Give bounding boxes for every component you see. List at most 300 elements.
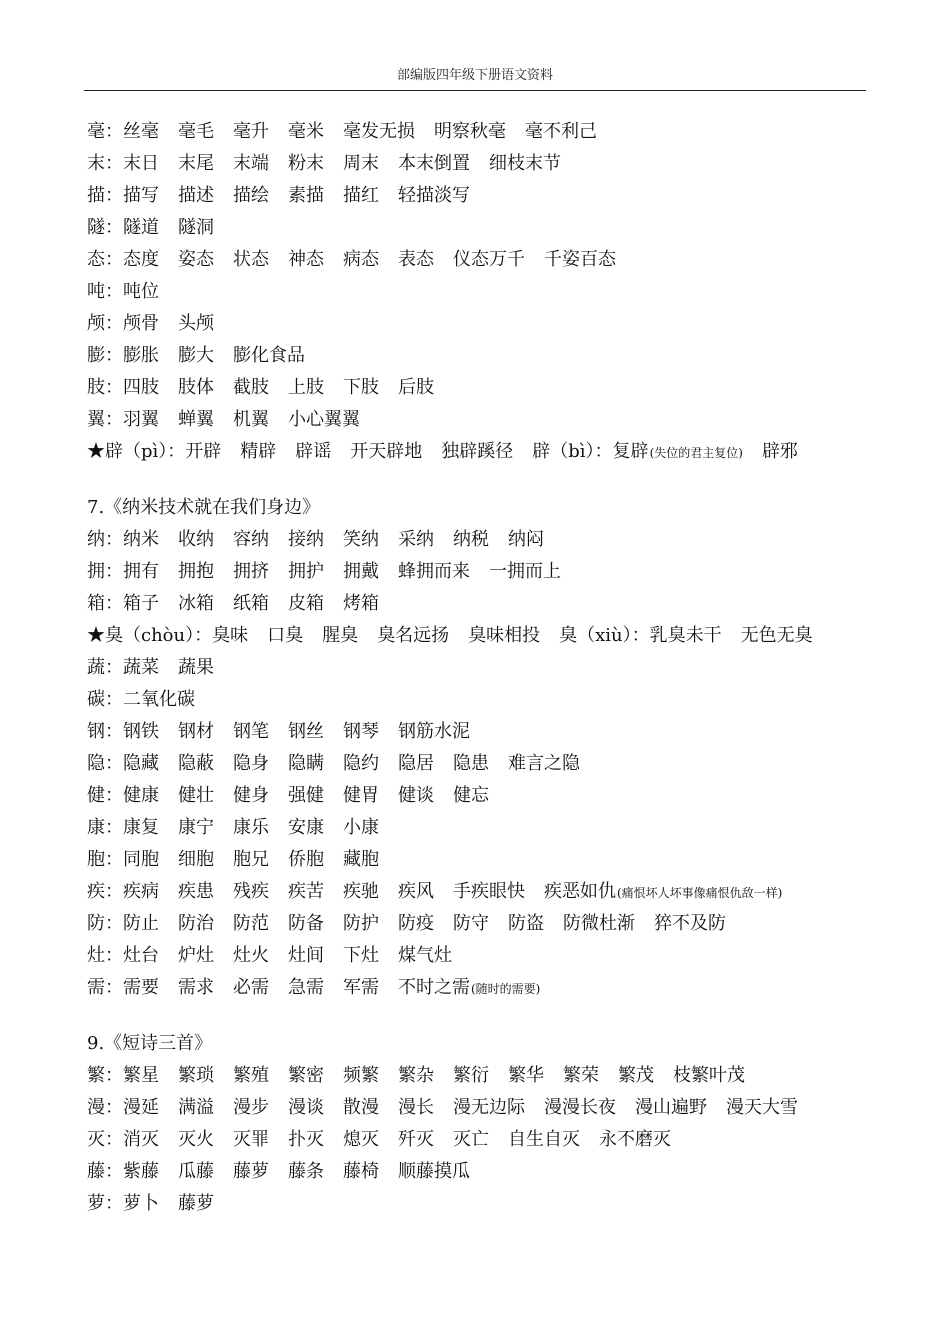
vocab-word-text: 隐身	[233, 753, 269, 774]
vocab-word	[123, 940, 159, 972]
vocab-word	[599, 1124, 671, 1156]
vocab-word	[453, 748, 489, 780]
vocab-row	[87, 844, 887, 876]
vocab-word	[288, 748, 324, 780]
section-title: 9.《短诗三首》	[87, 1033, 213, 1054]
vocab-word-text: 一拥而上	[489, 561, 561, 582]
vocab-word-text: 毫毛	[178, 121, 214, 142]
vocab-word-text: 辟邪	[761, 441, 798, 462]
vocab-word-text: 冰箱	[178, 593, 214, 614]
vocab-word-text: 轻描淡写	[398, 185, 470, 206]
vocab-word	[178, 844, 214, 876]
vocab-word	[508, 748, 580, 780]
vocab-word	[343, 148, 379, 180]
vocab-word-text: 萝卜	[123, 1193, 159, 1214]
vocab-word	[453, 1092, 525, 1124]
character-head: 康：	[87, 817, 123, 838]
vocab-word	[288, 148, 324, 180]
vocab-word	[288, 1156, 324, 1188]
vocab-word-text: 箱子	[123, 593, 159, 614]
vocab-word-text: 歼灭	[398, 1129, 434, 1150]
vocab-word	[123, 404, 159, 436]
vocab-word-text: 隐藏	[123, 753, 159, 774]
vocab-word	[233, 1124, 269, 1156]
vocab-word-text: 拥挤	[233, 561, 269, 582]
vocab-word	[398, 1156, 470, 1188]
vocab-word-text: 描红	[343, 185, 379, 206]
vocab-word-text: 难言之隐	[508, 753, 580, 774]
vocab-word-text: 周末	[343, 153, 379, 174]
vocab-word-text: 藤萝	[178, 1193, 214, 1214]
vocab-word	[288, 1060, 324, 1092]
vocab-word	[178, 908, 214, 940]
vocab-word	[343, 940, 379, 972]
vocab-word-text: 漫漫长夜	[544, 1097, 616, 1118]
character-head: 肢：	[87, 377, 123, 398]
vocab-word-text: 毫发无损	[343, 121, 415, 142]
character-head: 毫：	[87, 121, 123, 142]
vocab-word	[233, 812, 269, 844]
vocab-word-text: 隧洞	[178, 217, 214, 238]
vocab-word-text: 防盗	[508, 913, 544, 934]
vocab-word	[178, 652, 214, 684]
vocab-word-text: 繁茂	[618, 1065, 654, 1086]
vocab-word-text: 机翼	[233, 409, 269, 430]
vocab-word-text: 健壮	[178, 785, 214, 806]
vocab-word-text: 紫藤	[123, 1161, 159, 1182]
vocab-word-text: 吨位	[123, 281, 159, 302]
vocab-word	[453, 1060, 489, 1092]
vocab-word-text: 健胃	[343, 785, 379, 806]
character-head: 态：	[87, 249, 123, 270]
vocab-word-text: 繁星	[123, 1065, 159, 1086]
vocab-word	[233, 372, 269, 404]
vocab-row	[87, 684, 887, 716]
vocab-row	[87, 812, 887, 844]
vocab-word	[343, 1124, 379, 1156]
vocab-word-text: 钢琴	[343, 721, 379, 742]
vocab-word-text: 钢丝	[288, 721, 324, 742]
vocab-word-text: 繁密	[288, 1065, 324, 1086]
vocab-word	[123, 524, 159, 556]
vocab-word	[233, 244, 269, 276]
vocab-word-text: 腥臭	[322, 625, 359, 646]
vocab-word-text: 漫无边际	[453, 1097, 525, 1118]
vocab-word-text: 拥戴	[343, 561, 379, 582]
vocab-word	[123, 844, 159, 876]
vocab-row	[87, 652, 887, 684]
vocab-row	[87, 212, 887, 244]
vocab-word-text: 不时之需	[398, 977, 470, 998]
vocab-word	[343, 180, 379, 212]
vocab-row	[87, 436, 887, 468]
vocab-word	[508, 524, 544, 556]
vocab-word-text: 康乐	[233, 817, 269, 838]
character-head: 健：	[87, 785, 123, 806]
vocab-word	[123, 972, 159, 1004]
vocab-word	[233, 116, 269, 148]
vocab-word	[178, 1092, 214, 1124]
vocab-word	[178, 780, 214, 812]
vocab-word-text: 口臭	[267, 625, 304, 646]
vocab-word-text: 同胞	[123, 849, 159, 870]
vocab-word-text: 毫升	[233, 121, 269, 142]
vocab-word	[233, 148, 269, 180]
vocab-word	[343, 116, 415, 148]
vocab-word	[267, 620, 303, 652]
vocab-word-text: 接纳	[288, 529, 324, 550]
vocab-word	[233, 404, 269, 436]
vocab-word	[654, 908, 726, 940]
vocab-word-text: 隐患	[453, 753, 489, 774]
vocab-word-text: 胞兄	[233, 849, 269, 870]
character-head: 隐：	[87, 753, 123, 774]
vocab-word-text: 纳税	[453, 529, 489, 550]
vocab-word-text: 神态	[288, 249, 324, 270]
vocab-word	[343, 972, 379, 1004]
vocab-word-text: 纳米	[123, 529, 159, 550]
vocab-word-text: 描写	[123, 185, 159, 206]
vocab-word-text: 收纳	[178, 529, 214, 550]
vocab-word	[508, 908, 544, 940]
vocab-word	[288, 844, 324, 876]
vocab-word	[233, 716, 269, 748]
vocab-word	[288, 404, 360, 436]
vocab-word	[343, 876, 379, 908]
vocab-row	[87, 876, 887, 908]
vocab-word-text: 灶间	[288, 945, 324, 966]
section-gap	[87, 1004, 887, 1028]
vocab-word	[240, 436, 276, 468]
vocab-word	[123, 876, 159, 908]
vocab-word-text: 藤萝	[233, 1161, 269, 1182]
vocab-word	[288, 524, 324, 556]
vocab-word	[123, 116, 159, 148]
vocab-word-text: 臭味相投	[468, 625, 541, 646]
vocab-word-text: 漫长	[398, 1097, 434, 1118]
character-head: 隧：	[87, 217, 123, 238]
vocab-word-text: 辟（bì）：复辟	[532, 441, 649, 462]
vocab-word-text: 康复	[123, 817, 159, 838]
vocab-row	[87, 180, 887, 212]
vocab-word-text: 健谈	[398, 785, 434, 806]
vocab-word-text: 急需	[288, 977, 324, 998]
vocab-word	[343, 524, 379, 556]
vocab-word	[398, 148, 470, 180]
vocab-word	[398, 940, 452, 972]
vocab-word-text: 拥抱	[178, 561, 214, 582]
vocab-word-text: 防守	[453, 913, 489, 934]
vocab-word	[123, 780, 159, 812]
vocab-word	[123, 652, 159, 684]
vocab-word-text: 漫步	[233, 1097, 269, 1118]
character-head: 碳：	[87, 689, 123, 710]
vocabulary-list	[87, 116, 887, 1220]
vocab-word	[233, 180, 269, 212]
vocab-word	[288, 244, 324, 276]
vocab-word	[123, 588, 159, 620]
vocab-word-text: 扑灭	[288, 1129, 324, 1150]
vocab-row	[87, 244, 887, 276]
vocab-word-text: 健忘	[453, 785, 489, 806]
vocab-word	[398, 1060, 434, 1092]
vocab-word-text: 表态	[398, 249, 434, 270]
vocab-word	[343, 1060, 379, 1092]
vocab-word-text: 纳闷	[508, 529, 544, 550]
vocab-word-text: 藤条	[288, 1161, 324, 1182]
vocab-word-text: 蔬果	[178, 657, 214, 678]
vocab-word	[178, 404, 214, 436]
vocab-word	[185, 436, 221, 468]
vocab-word	[525, 116, 597, 148]
vocab-word-text: 独辟蹊径	[441, 441, 514, 462]
page-header	[84, 66, 866, 91]
vocab-word-text: 熄灭	[343, 1129, 379, 1150]
vocab-word	[123, 276, 159, 308]
vocab-word-text: 需求	[178, 977, 214, 998]
vocab-word-text: 开辟	[185, 441, 222, 462]
vocab-word	[398, 780, 434, 812]
vocab-word	[563, 908, 635, 940]
vocab-word-text: 炉灶	[178, 945, 214, 966]
vocab-word	[233, 1092, 269, 1124]
vocab-word-text: 繁荣	[563, 1065, 599, 1086]
character-head: 胞：	[87, 849, 123, 870]
vocab-row	[87, 748, 887, 780]
vocab-word	[618, 1060, 654, 1092]
vocab-row	[87, 404, 887, 436]
vocab-word-text: 无色无臭	[740, 625, 813, 646]
vocab-word-text: 毫米	[288, 121, 324, 142]
vocab-word	[233, 940, 269, 972]
vocab-word	[178, 340, 214, 372]
vocab-word	[398, 972, 540, 1005]
vocab-word	[212, 620, 248, 652]
vocab-word	[233, 844, 269, 876]
vocab-word	[322, 620, 358, 652]
vocab-word-text: 军需	[343, 977, 379, 998]
character-head: 翼：	[87, 409, 123, 430]
vocab-note: (痛恨坏人坏事像痛恨仇敌一样)	[617, 886, 783, 900]
vocab-word	[178, 588, 214, 620]
vocab-word-text: 隐约	[343, 753, 379, 774]
vocab-word-text: 钢材	[178, 721, 214, 742]
vocab-word-text: 下灶	[343, 945, 379, 966]
vocab-word-text: 描述	[178, 185, 214, 206]
vocab-word	[123, 340, 159, 372]
vocab-word-text: 细枝末节	[489, 153, 561, 174]
vocab-word	[123, 244, 159, 276]
vocab-word-text: 烤箱	[343, 593, 379, 614]
vocab-word	[468, 620, 540, 652]
vocab-row	[87, 524, 887, 556]
vocab-word-text: 瓜藤	[178, 1161, 214, 1182]
section-title: 7.《纳米技术就在我们身边》	[87, 497, 321, 518]
vocab-word-text: 粉末	[288, 153, 324, 174]
vocab-word	[123, 1092, 159, 1124]
vocab-word	[178, 212, 214, 244]
character-head: 膨：	[87, 345, 123, 366]
vocab-word	[350, 436, 422, 468]
vocab-word-text: 态度	[123, 249, 159, 270]
vocab-word-text: 疾驰	[343, 881, 379, 902]
vocab-word	[123, 812, 159, 844]
vocab-word-text: 漫山遍野	[635, 1097, 707, 1118]
vocab-word-text: 疾恶如仇	[544, 881, 616, 902]
vocab-word	[453, 780, 489, 812]
vocab-word	[178, 524, 214, 556]
vocab-word-text: 猝不及防	[654, 913, 726, 934]
vocab-word	[178, 148, 214, 180]
vocab-word	[343, 716, 379, 748]
vocab-word-text: 防治	[178, 913, 214, 934]
vocab-word-text: 繁殖	[233, 1065, 269, 1086]
vocab-word-text: 小心翼翼	[288, 409, 360, 430]
vocab-word	[178, 812, 214, 844]
vocab-word-text: 拥有	[123, 561, 159, 582]
vocab-row	[87, 1124, 887, 1156]
vocab-word	[453, 244, 525, 276]
vocab-word-text: 疾病	[123, 881, 159, 902]
vocab-word-text: 臭名远扬	[377, 625, 450, 646]
vocab-word	[343, 844, 379, 876]
vocab-word-text: 消灭	[123, 1129, 159, 1150]
vocab-word	[288, 780, 324, 812]
vocab-word	[178, 1156, 214, 1188]
vocab-word-text: 丝毫	[123, 121, 159, 142]
vocab-word	[233, 780, 269, 812]
vocab-word	[398, 524, 434, 556]
vocab-word	[178, 244, 214, 276]
vocab-word-text: 强健	[288, 785, 324, 806]
vocab-word-text: 纸箱	[233, 593, 269, 614]
character-head: 萝：	[87, 1193, 123, 1214]
vocab-word-text: 病态	[343, 249, 379, 270]
character-head: 防：	[87, 913, 123, 934]
vocab-word-text: 末日	[123, 153, 159, 174]
character-head: 灭：	[87, 1129, 123, 1150]
vocab-word	[453, 908, 489, 940]
vocab-word	[398, 180, 470, 212]
vocab-word-text: 残疾	[233, 881, 269, 902]
vocab-word-text: 仪态万千	[453, 249, 525, 270]
vocab-word	[398, 908, 434, 940]
vocab-word	[233, 524, 269, 556]
vocab-word-text: 明察秋毫	[434, 121, 506, 142]
vocab-word-text: 隐蔽	[178, 753, 214, 774]
vocab-word-text: 隧道	[123, 217, 159, 238]
vocab-word-text: 自生自灭	[508, 1129, 580, 1150]
vocab-word-text: 羽翼	[123, 409, 159, 430]
vocab-word-text: 漫天大雪	[726, 1097, 798, 1118]
vocab-word-text: 末尾	[178, 153, 214, 174]
vocab-word	[288, 876, 324, 908]
vocab-word	[453, 1124, 489, 1156]
vocab-word-text: 蝉翼	[178, 409, 214, 430]
section-gap	[87, 468, 887, 492]
vocab-word	[563, 1060, 599, 1092]
vocab-word-text: 容纳	[233, 529, 269, 550]
vocab-word	[178, 1060, 214, 1092]
character-head: 繁：	[87, 1065, 123, 1086]
character-head: 藤：	[87, 1161, 123, 1182]
vocab-word-text: 灭火	[178, 1129, 214, 1150]
vocab-word-text: 必需	[233, 977, 269, 998]
vocab-word-text: 灭亡	[453, 1129, 489, 1150]
vocab-word-text: 辟谣	[295, 441, 332, 462]
vocab-word	[343, 812, 379, 844]
vocab-word-text: 笑纳	[343, 529, 379, 550]
vocab-word-text: 藤椅	[343, 1161, 379, 1182]
vocab-row	[87, 148, 887, 180]
vocab-word-text: 膨胀	[123, 345, 159, 366]
vocab-word	[398, 748, 434, 780]
vocab-word	[123, 716, 159, 748]
vocab-word-text: 灶台	[123, 945, 159, 966]
vocab-word	[288, 1092, 324, 1124]
vocab-word	[398, 1092, 434, 1124]
vocab-word-text: 头颅	[178, 313, 214, 334]
vocab-word	[178, 372, 214, 404]
vocab-word	[398, 556, 470, 588]
vocab-row	[87, 556, 887, 588]
vocab-word	[123, 1156, 159, 1188]
vocab-word	[489, 556, 561, 588]
vocab-row	[87, 780, 887, 812]
vocab-word-text: 藏胞	[343, 849, 379, 870]
vocab-word	[123, 212, 159, 244]
vocab-word-text: 钢筋水泥	[398, 721, 470, 742]
vocab-word-text: 顺藤摸瓜	[398, 1161, 470, 1182]
vocab-word-text: 小康	[343, 817, 379, 838]
vocab-word-text: 满溢	[178, 1097, 214, 1118]
vocab-word	[343, 372, 379, 404]
vocab-word-text: 需要	[123, 977, 159, 998]
vocab-word	[123, 308, 159, 340]
vocab-row	[87, 308, 887, 340]
character-head: 箱：	[87, 593, 123, 614]
vocab-word	[398, 716, 470, 748]
character-head: 钢：	[87, 721, 123, 742]
vocab-word-text: 隐居	[398, 753, 434, 774]
vocab-word	[398, 1124, 434, 1156]
character-head: ★辟（pì）：	[87, 441, 186, 462]
vocab-row	[87, 588, 887, 620]
vocab-word	[508, 1060, 544, 1092]
vocab-word	[178, 876, 214, 908]
vocab-word	[123, 748, 159, 780]
vocab-word	[726, 1092, 798, 1124]
vocab-note: (失位的君主复位)	[649, 446, 743, 460]
vocab-word	[635, 1092, 707, 1124]
vocab-word	[233, 972, 269, 1004]
vocab-word	[178, 716, 214, 748]
vocab-word-text: 防疫	[398, 913, 434, 934]
vocab-word	[123, 908, 159, 940]
vocab-note: (随时的需要)	[471, 982, 541, 996]
vocab-word	[288, 588, 324, 620]
vocab-word	[233, 340, 305, 372]
vocab-word-text: 防范	[233, 913, 269, 934]
character-head: 灶：	[87, 945, 123, 966]
vocab-word	[233, 1060, 269, 1092]
vocab-word-text: 疾风	[398, 881, 434, 902]
character-head: 需：	[87, 977, 123, 998]
vocab-word-text: 本末倒置	[398, 153, 470, 174]
vocab-word	[544, 876, 782, 909]
vocab-word	[453, 524, 489, 556]
vocab-word-text: 频繁	[343, 1065, 379, 1086]
